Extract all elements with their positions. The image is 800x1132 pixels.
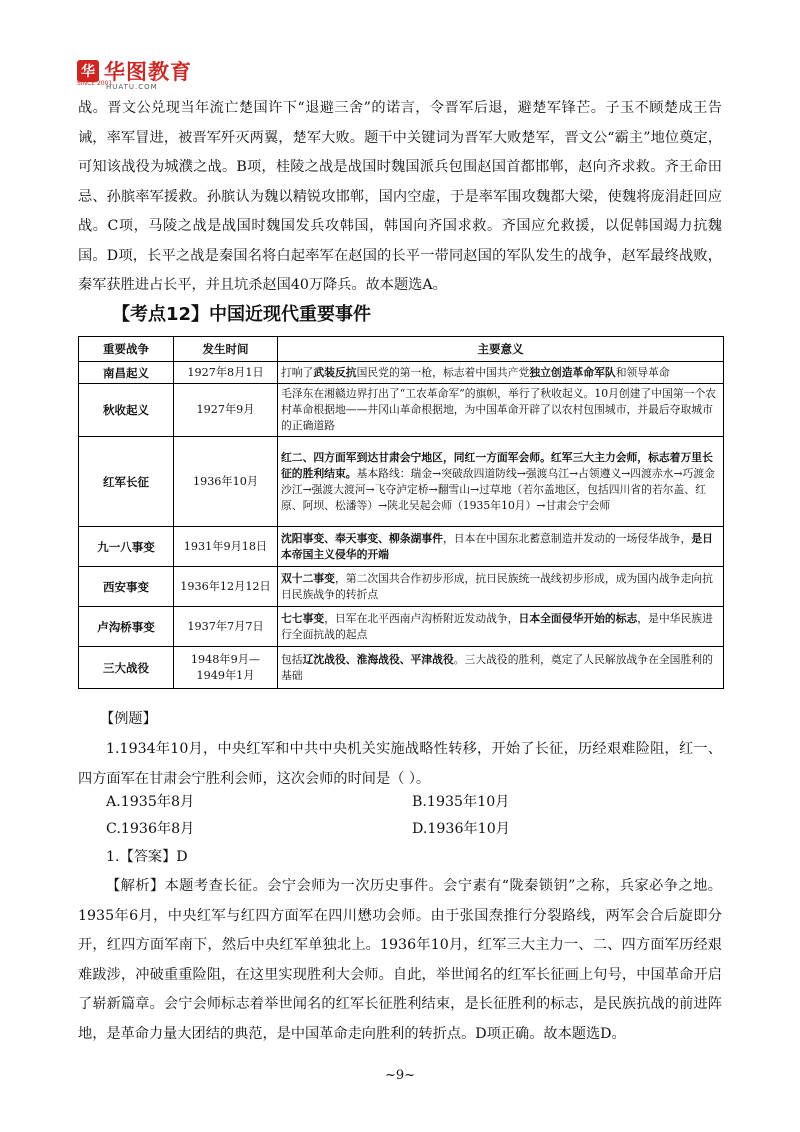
logo-mark-icon: 华 bbox=[77, 60, 99, 82]
page-number: ~9~ bbox=[384, 1068, 416, 1083]
option-a: A.1935年8月 bbox=[106, 794, 195, 810]
table-row bbox=[79, 384, 724, 437]
significance-bold-segment: 独立创造革命军队 bbox=[529, 365, 616, 379]
significance-segment: ，第二次国共合作初步形成，抗日民族统一战线初步形成，成为国内战争走向抗日民族战争的转折点 bbox=[281, 571, 713, 601]
significance-bold-segment: 七七事变 bbox=[281, 611, 325, 625]
significance-bold-segment: 是日本帝国主义侵华的开端 bbox=[281, 531, 713, 561]
event-significance-cell bbox=[278, 384, 724, 437]
significance-segment: 国民党的第一枪，标志着中国共产党 bbox=[356, 365, 530, 379]
event-significance-cell bbox=[278, 437, 724, 527]
answer-line: 1.【答案】D bbox=[106, 849, 188, 865]
significance-segment: ，是中华民族进行全面抗战的起点 bbox=[281, 611, 713, 641]
question-text: 1.1934年10月，中央红军和中共中央机关实施战略性转移，开始了长征，历经艰难险阻，红一、四方面军在甘肃会宁胜利会师，这次会师的时间是（ ）。 bbox=[78, 741, 722, 787]
intro-paragraph: 战。晋文公兑现当年流亡楚国许下“退避三舍”的诺言，令晋军后退，避楚军锋芒。子玉不顾楚成王告诫，率军冒进，被晋军歼灭两翼，楚军大败。题干中关键词为晋军大败楚军，晋文公“霸主”地位奠定，可知该战役为城濮之战。B项，桂陵之战是战国时魏国派兵包围赵国首都邯郸，赵向齐求救。齐王命田忌、孙膑率军援救。孙膑认为魏以精锐攻邯郸，国内空虚，于是率军围攻魏都大梁，使魏将庞涓赶回应战。C项，马陵之战是战国时魏国发兵攻韩国，韩国向齐国求救。齐国应允救援，以促韩国竭力抗魏国。D项，长平之战是秦国名将白起率军在赵国的长平一带同赵国的军队发生的战争，赵军最终战败，秦军获胜进占长平，并且坑杀赵国40万降兵。故本题选A。 bbox=[78, 100, 722, 293]
logo-tagline: SINCE 2001 bbox=[77, 80, 113, 87]
significance-segment: ，日军在北平西南卢沟桥附近发动战争， bbox=[324, 611, 519, 625]
event-date-cell: 1948年9月—1949年1月 bbox=[174, 647, 278, 689]
events-table bbox=[78, 336, 724, 689]
event-date-cell: 1936年12月12日 bbox=[174, 567, 278, 607]
event-significance-cell bbox=[278, 647, 724, 689]
event-significance-cell bbox=[278, 607, 724, 647]
event-significance-cell bbox=[278, 362, 724, 384]
significance-bold-segment: 日本全面侵华开始的标志 bbox=[518, 611, 638, 625]
event-name-cell: 卢沟桥事变 bbox=[79, 607, 174, 647]
table-row bbox=[79, 647, 724, 689]
significance-bold-segment: 沈阳事变、奉天事变、柳条湖事件 bbox=[281, 531, 443, 545]
event-date-cell: 1927年9月 bbox=[174, 384, 278, 437]
event-date-cell: 1927年8月1日 bbox=[174, 362, 278, 384]
logo-name: 华图教育 bbox=[104, 60, 192, 84]
header-event: 重要战争 bbox=[79, 337, 174, 362]
event-name-cell: 红军长征 bbox=[79, 437, 174, 527]
event-name-cell: 九一八事变 bbox=[79, 527, 174, 567]
event-date-cell: 1936年10月 bbox=[174, 437, 278, 527]
significance-segment: 毛泽东在湘赣边界打出了“工农革命军”的旗帜，举行了秋收起义。10月创建了中国第一个农村革命根据地——井冈山革命根据地，为中国革命开辟了以农村包围城市，并最后夺取城市的正确道路 bbox=[281, 387, 717, 432]
event-date-cell: 1931年9月18日 bbox=[174, 527, 278, 567]
significance-bold-segment: 红二、四方面军到达甘肃会宁地区，同红一方面军会师。红军三大主力会师，标志着万里长征的胜利结束。 bbox=[281, 450, 713, 480]
significance-bold-segment: 辽沈战役、淮海战役、平津战役 bbox=[302, 652, 454, 666]
table-row bbox=[79, 607, 724, 647]
table-row bbox=[79, 567, 724, 607]
table-row bbox=[79, 527, 724, 567]
significance-segment: 打响了 bbox=[281, 365, 314, 379]
logo-url: HUATU.COM bbox=[106, 83, 158, 91]
event-date-cell: 1937年7月7日 bbox=[174, 607, 278, 647]
significance-bold-segment: 武装反抗 bbox=[313, 365, 357, 379]
significance-segment: ，日本在中国东北蓄意制造并发动的一场侵华战争， bbox=[442, 531, 692, 545]
header-date: 发生时间 bbox=[174, 337, 278, 362]
option-d: D.1936年10月 bbox=[412, 821, 510, 837]
significance-bold-segment: 双十二事变 bbox=[281, 571, 335, 585]
event-name-cell: 南昌起义 bbox=[79, 362, 174, 384]
table-row bbox=[79, 362, 724, 384]
option-b: B.1935年10月 bbox=[412, 794, 510, 810]
header-significance: 主要意义 bbox=[278, 337, 724, 362]
analysis-paragraph: 【解析】本题考查长征。会宁会师为一次历史事件。会宁素有“陇秦锁钥”之称，兵家必争之地。1935年6月，中央红军与红四方面军在四川懋功会师。由于张国焘推行分裂路线，两军会合后旋即分开，红四方面军南下，然后中央红军单独北上。1936年10月，红军三大主力一、二、四方面军历经艰难跋涉，冲破重重险阻，在这里实现胜利大会师。自此，举世闻名的红军长征画上句号，中国革命开启了崭新篇章。会宁会师标志着举世闻名的红军长征胜利结束，是长征胜利的标志，是民族抗战的前进阵地，是革命力量大团结的典范，是中国革命走向胜利的转折点。D项正确。故本题选D。 bbox=[78, 878, 722, 1042]
section-heading: 【考点12】中国近现代重要事件 bbox=[112, 304, 372, 325]
huatu-logo bbox=[77, 56, 192, 91]
event-name-cell: 秋收起义 bbox=[79, 384, 174, 437]
table-row bbox=[79, 437, 724, 527]
option-c: C.1936年8月 bbox=[106, 821, 195, 837]
significance-segment: 包括 bbox=[281, 652, 303, 666]
event-significance-cell bbox=[278, 567, 724, 607]
significance-segment: 基本路线：瑞金→突破敌四道防线→强渡乌江→占领遵义→四渡赤水→巧渡金沙江→强渡大渡河→飞夺泸定桥→翻雪山→过草地（若尔盖地区，包括四川省的若尔盖、红原、阿坝、松潘等）→陕北吴起会师（1935年10月）→甘肃会宁会师 bbox=[281, 466, 715, 512]
significance-segment: 。三大战役的胜利，奠定了人民解放战争在全国胜利的基础 bbox=[281, 652, 713, 682]
example-label: 【例题】 bbox=[100, 711, 157, 727]
event-name-cell: 三大战役 bbox=[79, 647, 174, 689]
event-name-cell: 西安事变 bbox=[79, 567, 174, 607]
event-significance-cell bbox=[278, 527, 724, 567]
significance-segment: 和领导革命 bbox=[615, 365, 670, 379]
table-header-row bbox=[79, 337, 724, 362]
